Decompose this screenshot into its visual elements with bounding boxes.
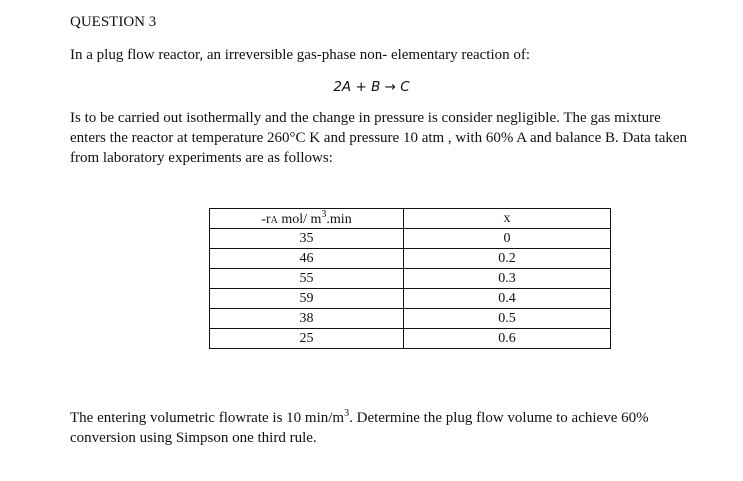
table-row — [210, 309, 611, 329]
rate-cell: 46 — [210, 249, 404, 269]
rate-cell: 55 — [210, 269, 404, 289]
conversion-cell: 0 — [404, 229, 611, 249]
conversion-column-header: x — [404, 209, 611, 229]
conversion-cell: 0.5 — [404, 309, 611, 329]
table-row — [210, 329, 611, 349]
table-row — [210, 229, 611, 249]
conversion-cell: 0.2 — [404, 249, 611, 269]
rate-column-header: -rA mol/ $m^3.\min$ — [210, 209, 404, 229]
plus-sign: + — [355, 79, 367, 95]
table-row — [210, 289, 611, 309]
reactant-a: 2A — [333, 79, 352, 95]
reaction-arrow: → — [384, 79, 396, 95]
rate-cell: 59 — [210, 289, 404, 309]
table-header-row — [210, 209, 611, 229]
conversion-cell: 0.3 — [404, 269, 611, 289]
rate-cell: 35 — [210, 229, 404, 249]
intro-text: In a plug flow reactor, an irreversible gas-phase non- elementary reaction of: — [70, 47, 531, 63]
table-row — [210, 249, 611, 269]
closing-paragraph: The entering volumetric flowrate is 10 $\min/m^3$. Determine the plug flow volume to achieve 60% conversion using Simpson one third rule. — [70, 408, 649, 446]
rate-data-table — [209, 208, 611, 349]
rate-cell: 25 — [210, 329, 404, 349]
reaction-equation — [0, 79, 743, 95]
question-title: QUESTION 3 — [70, 14, 157, 30]
reactant-b: B — [371, 79, 381, 95]
table-row — [210, 269, 611, 289]
conversion-cell: 0.6 — [404, 329, 611, 349]
conditions-paragraph: Is to be carried out isothermally and the change in pressure is consider negligible. The gas mixture enters the reactor at temperature 260°C K and pressure 10 atm , with 60% A and balance B. Data taken from laboratory experiments are as follows: — [70, 110, 688, 166]
rate-cell: 38 — [210, 309, 404, 329]
conversion-cell: 0.4 — [404, 289, 611, 309]
product-c: C — [400, 79, 410, 95]
